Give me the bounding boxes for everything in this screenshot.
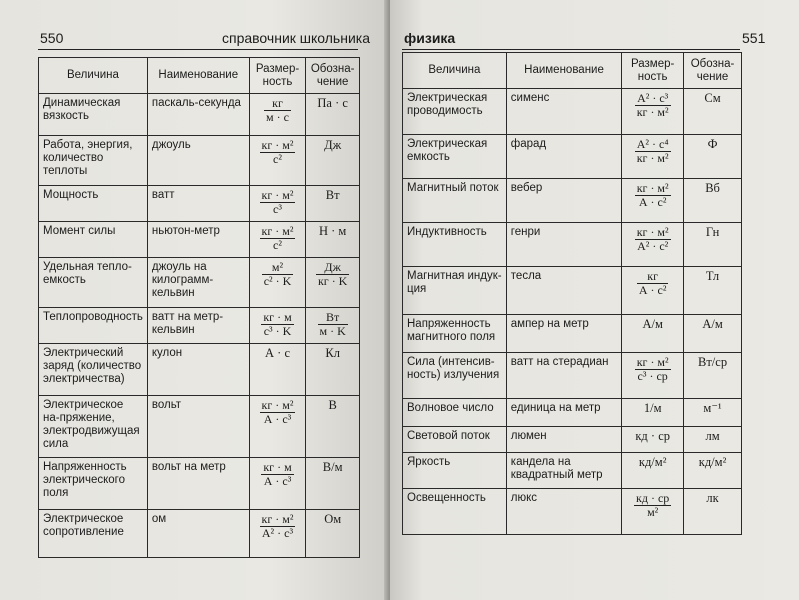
left-page xyxy=(0,0,388,600)
fraction-denominator: с² xyxy=(273,238,282,252)
symbol-text: В/м xyxy=(322,460,343,474)
fraction-denominator: с³ · K xyxy=(263,324,292,338)
fraction-numerator: кг · м² xyxy=(261,138,294,152)
fraction xyxy=(635,92,671,119)
fraction-numerator: кг · м² xyxy=(261,224,294,238)
dimension-cell xyxy=(249,136,306,186)
quantity-cell: Электрическое на-пряжение, электродвижущая сила xyxy=(39,396,148,458)
dimension-cell xyxy=(249,186,306,222)
quantity-cell: Мощность xyxy=(39,186,148,222)
dimension-cell xyxy=(249,510,306,558)
unit-name-cell: кулон xyxy=(147,344,249,396)
dimension-cell xyxy=(249,222,306,258)
table-row xyxy=(403,453,742,489)
fraction-denominator: с² xyxy=(273,152,282,166)
fraction xyxy=(316,261,349,288)
unit-name-cell: ватт на стерадиан xyxy=(506,353,621,399)
right-page xyxy=(390,0,799,600)
header-rule xyxy=(402,49,740,50)
table-row xyxy=(403,135,742,179)
column-header: Наименование xyxy=(506,53,621,89)
column-header: Величина xyxy=(403,53,507,89)
units-table-left xyxy=(38,57,360,558)
dimension-cell xyxy=(622,223,684,267)
fraction xyxy=(637,270,669,297)
fraction-numerator: Дж xyxy=(316,261,349,275)
symbol-cell xyxy=(684,135,742,179)
symbol-cell xyxy=(684,179,742,223)
dimension-cell xyxy=(622,179,684,223)
unit-name-cell: ом xyxy=(147,510,249,558)
fraction-denominator: с³ xyxy=(273,202,282,216)
symbol-cell xyxy=(306,136,360,186)
symbol-cell xyxy=(684,399,742,427)
unit-name-cell: вольт на метр xyxy=(147,458,249,510)
unit-name-cell: единица на метр xyxy=(506,399,621,427)
symbol-text: м⁻¹ xyxy=(703,401,722,415)
fraction-numerator: кг · м² xyxy=(261,188,294,202)
quantity-cell: Индуктивность xyxy=(403,223,507,267)
fraction xyxy=(260,513,296,540)
symbol-text: Ф xyxy=(707,137,718,151)
symbol-cell xyxy=(306,458,360,510)
fraction-numerator: кд · ср xyxy=(636,491,670,505)
quantity-cell: Магнитный поток xyxy=(403,179,507,223)
fraction xyxy=(635,356,671,383)
fraction xyxy=(261,311,293,338)
dimension-cell xyxy=(622,267,684,315)
fraction-denominator: м² xyxy=(647,505,659,519)
table-row xyxy=(39,308,360,344)
unit-name-cell: ампер на метр xyxy=(506,315,621,353)
fraction-denominator: А · с² xyxy=(638,283,667,297)
table-row xyxy=(39,344,360,396)
quantity-cell: Теплопроводность xyxy=(39,308,148,344)
table-row xyxy=(39,222,360,258)
fraction-numerator: Вт xyxy=(318,311,348,325)
dimension-cell xyxy=(622,135,684,179)
fraction-numerator: кг · м² xyxy=(636,355,669,369)
fraction-numerator: кг · м² xyxy=(636,225,669,239)
page-title: справочник школьника xyxy=(222,30,370,46)
fraction xyxy=(260,225,296,252)
unit-name-cell: кандела на квадратный метр xyxy=(506,453,621,489)
symbol-cell xyxy=(306,396,360,458)
dimension-cell xyxy=(622,427,684,453)
unit-name-cell: ватт xyxy=(147,186,249,222)
symbol-cell xyxy=(306,94,360,136)
fraction-denominator: А² · с² xyxy=(637,239,669,253)
fraction-denominator: с² · K xyxy=(263,274,292,288)
symbol-cell xyxy=(684,315,742,353)
table-row xyxy=(39,136,360,186)
fraction-numerator: кг · м xyxy=(263,310,292,324)
fraction xyxy=(264,97,291,124)
fraction xyxy=(261,461,293,488)
table-row xyxy=(403,489,742,535)
dimension-cell xyxy=(249,308,306,344)
fraction-denominator: кг · K xyxy=(317,274,348,288)
symbol-cell xyxy=(306,258,360,308)
unit-name-cell: джоуль на килограмм-кельвин xyxy=(147,258,249,308)
fraction-denominator: м · K xyxy=(319,324,346,338)
quantity-cell: Электрическая емкость xyxy=(403,135,507,179)
dimension-text: кд · ср xyxy=(635,429,670,443)
unit-name-cell: сименс xyxy=(506,89,621,135)
quantity-cell: Световой поток xyxy=(403,427,507,453)
symbol-cell xyxy=(684,223,742,267)
symbol-text: лм xyxy=(705,429,720,443)
symbol-text: См xyxy=(704,91,721,105)
dimension-cell xyxy=(622,489,684,535)
fraction-numerator: кг · м² xyxy=(636,181,669,195)
dimension-cell xyxy=(249,396,306,458)
table-row xyxy=(403,427,742,453)
table-row xyxy=(403,315,742,353)
unit-name-cell: ватт на метр-кельвин xyxy=(147,308,249,344)
quantity-cell: Электрический заряд (количество электричества) xyxy=(39,344,148,396)
fraction-numerator: А² · с³ xyxy=(635,92,671,106)
header-row xyxy=(403,53,742,89)
symbol-cell xyxy=(684,353,742,399)
unit-name-cell: люмен xyxy=(506,427,621,453)
fraction-denominator: кг · м² xyxy=(636,105,669,119)
table-row xyxy=(403,89,742,135)
fraction-numerator: кг · м² xyxy=(261,512,294,526)
column-header: Обозна-чение xyxy=(306,58,360,94)
symbol-cell xyxy=(306,186,360,222)
fraction-numerator: кг xyxy=(637,270,669,284)
symbol-text: Вт xyxy=(325,188,340,202)
quantity-cell: Напряженность магнитного поля xyxy=(403,315,507,353)
dimension-cell xyxy=(622,453,684,489)
dimension-cell xyxy=(249,458,306,510)
table-row xyxy=(403,223,742,267)
unit-name-cell: фарад xyxy=(506,135,621,179)
unit-name-cell: тесла xyxy=(506,267,621,315)
quantity-cell: Магнитная индук-ция xyxy=(403,267,507,315)
dimension-cell xyxy=(622,353,684,399)
fraction-denominator: А² · с³ xyxy=(261,526,294,540)
table-row xyxy=(403,267,742,315)
quantity-cell: Электрическая проводимость xyxy=(403,89,507,135)
unit-name-cell: вольт xyxy=(147,396,249,458)
symbol-cell xyxy=(684,427,742,453)
fraction xyxy=(634,492,671,519)
header-row xyxy=(39,58,360,94)
symbol-text: лк xyxy=(706,491,719,505)
quantity-cell: Электрическое сопротивление xyxy=(39,510,148,558)
dimension-text: 1/м xyxy=(643,401,662,415)
symbol-cell xyxy=(306,510,360,558)
table-row xyxy=(403,353,742,399)
table-row xyxy=(39,258,360,308)
unit-name-cell: джоуль xyxy=(147,136,249,186)
fraction-denominator: с³ · ср xyxy=(637,369,668,383)
unit-name-cell: люкс xyxy=(506,489,621,535)
fraction xyxy=(260,399,296,426)
table-row xyxy=(39,458,360,510)
table-row xyxy=(39,94,360,136)
symbol-text: Па · с xyxy=(317,96,348,110)
table-row xyxy=(39,186,360,222)
fraction-denominator: А · с³ xyxy=(263,412,292,426)
fraction-denominator: А · с² xyxy=(638,195,667,209)
fraction xyxy=(635,182,671,209)
dimension-cell xyxy=(622,399,684,427)
header-rule xyxy=(38,49,358,50)
symbol-text: Вб xyxy=(705,181,720,195)
symbol-cell xyxy=(684,489,742,535)
symbol-text: кд/м² xyxy=(698,455,727,469)
table-row xyxy=(39,396,360,458)
dimension-text: А/м xyxy=(642,317,663,331)
page-title: физика xyxy=(404,30,456,46)
fraction-numerator: кг · м² xyxy=(261,398,294,412)
table-row xyxy=(403,179,742,223)
quantity-cell: Работа, энергия, количество теплоты xyxy=(39,136,148,186)
dimension-cell xyxy=(249,344,306,396)
fraction-denominator: А · с³ xyxy=(263,474,292,488)
fraction xyxy=(260,139,296,166)
symbol-text: Гн xyxy=(705,225,720,239)
symbol-cell xyxy=(306,222,360,258)
column-header: Величина xyxy=(39,58,148,94)
dimension-cell xyxy=(622,315,684,353)
unit-name-cell: ньютон-метр xyxy=(147,222,249,258)
page-number: 551 xyxy=(742,30,766,46)
unit-name-cell: паскаль-секунда xyxy=(147,94,249,136)
fraction-denominator: м · с xyxy=(266,110,289,124)
quantity-cell: Сила (интенсив-ность) излучения xyxy=(403,353,507,399)
dimension-text: кд/м² xyxy=(638,455,667,469)
symbol-text: А/м xyxy=(702,317,723,331)
quantity-cell: Освещенность xyxy=(403,489,507,535)
unit-name-cell: генри xyxy=(506,223,621,267)
fraction-numerator: кг xyxy=(264,97,291,111)
fraction xyxy=(262,261,294,288)
table-row xyxy=(39,510,360,558)
symbol-text: В xyxy=(328,398,337,412)
fraction-numerator: м² xyxy=(262,261,294,275)
symbol-text: Н · м xyxy=(318,224,347,238)
symbol-text: Дж xyxy=(324,138,342,152)
column-header: Размер-ность xyxy=(622,53,684,89)
dimension-cell xyxy=(249,258,306,308)
quantity-cell: Динамическая вязкость xyxy=(39,94,148,136)
symbol-cell xyxy=(684,89,742,135)
fraction-numerator: кг · м xyxy=(263,460,292,474)
fraction xyxy=(635,138,671,165)
quantity-cell: Удельная тепло-емкость xyxy=(39,258,148,308)
symbol-text: Тл xyxy=(705,269,720,283)
quantity-cell: Волновое число xyxy=(403,399,507,427)
dimension-cell xyxy=(249,94,306,136)
quantity-cell: Напряженность электрического поля xyxy=(39,458,148,510)
fraction xyxy=(318,311,348,338)
column-header: Наименование xyxy=(147,58,249,94)
symbol-cell xyxy=(684,453,742,489)
dimension-cell xyxy=(622,89,684,135)
column-header: Размер-ность xyxy=(249,58,306,94)
column-header: Обозна-чение xyxy=(684,53,742,89)
symbol-text: Ом xyxy=(324,512,342,526)
symbol-cell xyxy=(306,344,360,396)
unit-name-cell: вебер xyxy=(506,179,621,223)
symbol-cell xyxy=(306,308,360,344)
quantity-cell: Момент силы xyxy=(39,222,148,258)
table-row xyxy=(403,399,742,427)
symbol-cell xyxy=(684,267,742,315)
units-table-right xyxy=(402,52,742,535)
fraction xyxy=(260,189,296,216)
dimension-text: А · с xyxy=(265,346,290,360)
fraction-denominator: кг · м² xyxy=(636,151,669,165)
symbol-text: Кл xyxy=(325,346,340,360)
quantity-cell: Яркость xyxy=(403,453,507,489)
page-number: 550 xyxy=(40,30,64,46)
fraction xyxy=(635,226,671,253)
symbol-text: Вт/ср xyxy=(698,355,728,369)
fraction-numerator: А² · с⁴ xyxy=(635,138,671,152)
